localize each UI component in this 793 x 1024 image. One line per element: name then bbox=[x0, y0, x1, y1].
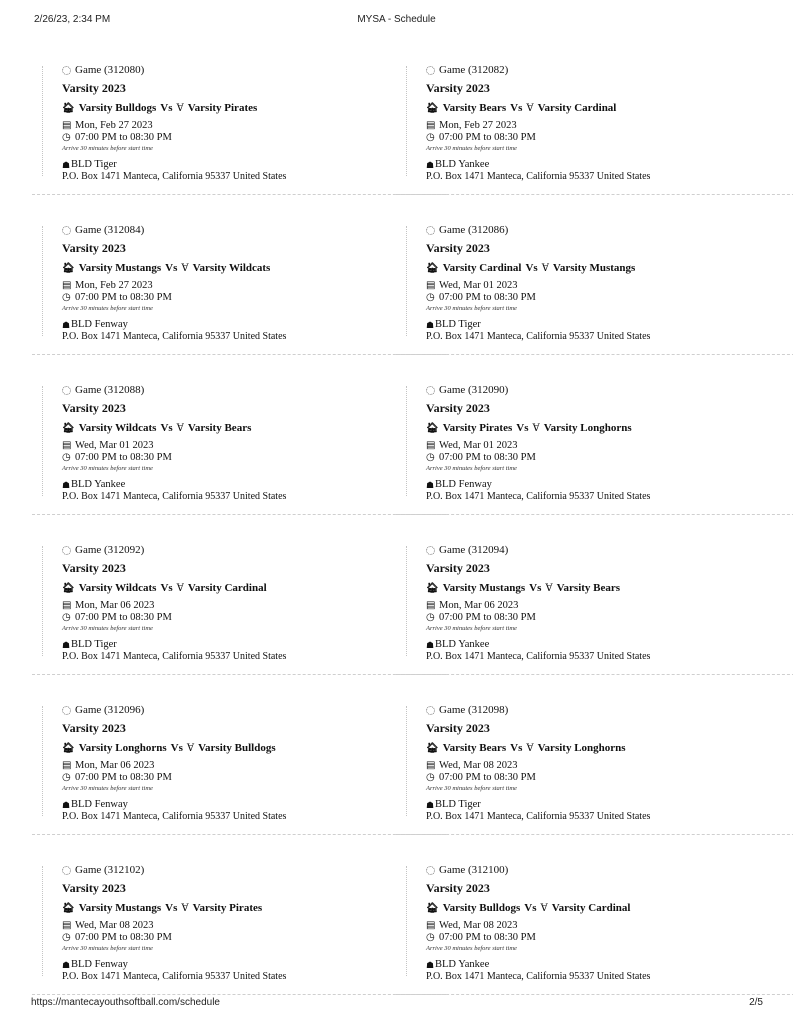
margin-dots bbox=[406, 66, 409, 176]
field-address: P.O. Box 1471 Manteca, California 95337 United States bbox=[426, 811, 651, 822]
away-team[interactable]: Varsity Longhorns bbox=[543, 422, 632, 434]
game-card bbox=[50, 538, 406, 698]
field-address: P.O. Box 1471 Manteca, California 95337 United States bbox=[62, 491, 287, 502]
map-pin-icon: ☗ bbox=[426, 639, 435, 650]
calendar-icon: ▤ bbox=[426, 760, 436, 771]
arrival-note: Arrive 30 minutes before start time bbox=[62, 145, 153, 153]
clock-icon: ◷ bbox=[62, 772, 71, 783]
matchup bbox=[62, 739, 406, 758]
game-date: Mon, Feb 27 2023 bbox=[439, 119, 517, 131]
away-team[interactable]: Varsity Cardinal bbox=[537, 102, 617, 114]
field-name[interactable]: BLD Tiger bbox=[435, 318, 481, 330]
season-name: Varsity 2023 bbox=[62, 561, 126, 575]
dotted-circle-icon bbox=[62, 386, 71, 395]
calendar-icon: ▤ bbox=[426, 120, 436, 131]
calendar-icon: ▤ bbox=[62, 760, 72, 771]
away-icon: Ɐ bbox=[176, 422, 184, 434]
field-name[interactable]: BLD Fenway bbox=[435, 478, 492, 490]
away-team[interactable]: Varsity Pirates bbox=[187, 102, 258, 114]
field-address: P.O. Box 1471 Manteca, California 95337 United States bbox=[62, 171, 287, 182]
time-line bbox=[62, 932, 406, 944]
home-icon: 🏠︎ bbox=[426, 582, 439, 594]
season-name: Varsity 2023 bbox=[62, 881, 126, 895]
field-address: P.O. Box 1471 Manteca, California 95337 United States bbox=[62, 811, 287, 822]
away-icon: Ɐ bbox=[186, 742, 195, 754]
location-line bbox=[62, 799, 406, 811]
time-line bbox=[426, 452, 770, 464]
card-divider bbox=[32, 674, 446, 675]
matchup bbox=[426, 899, 770, 918]
season-name: Varsity 2023 bbox=[426, 721, 490, 735]
away-team[interactable]: Varsity Pirates bbox=[192, 902, 263, 914]
time-line bbox=[62, 132, 406, 144]
game-date: Mon, Feb 27 2023 bbox=[75, 279, 153, 291]
map-pin-icon: ☗ bbox=[426, 959, 435, 970]
date-line bbox=[62, 440, 406, 452]
game-time: 07:00 PM to 08:30 PM bbox=[75, 131, 172, 143]
home-icon: 🏠︎ bbox=[62, 742, 75, 754]
game-time: 07:00 PM to 08:30 PM bbox=[75, 451, 172, 463]
away-team[interactable]: Varsity Longhorns bbox=[537, 742, 626, 754]
map-pin-icon: ☗ bbox=[62, 799, 71, 810]
clock-icon: ◷ bbox=[62, 932, 71, 943]
season-name: Varsity 2023 bbox=[62, 401, 126, 415]
time-line bbox=[62, 292, 406, 304]
game-date: Wed, Mar 01 2023 bbox=[439, 279, 518, 291]
field-address: P.O. Box 1471 Manteca, California 95337 United States bbox=[426, 651, 651, 662]
home-icon: 🏠︎ bbox=[426, 422, 439, 434]
game-id-line[interactable] bbox=[62, 542, 406, 558]
card-divider bbox=[32, 994, 446, 995]
clock-icon: ◷ bbox=[62, 452, 71, 463]
location-line bbox=[426, 479, 770, 491]
dotted-circle-icon bbox=[426, 66, 435, 75]
home-team[interactable]: Varsity Pirates bbox=[442, 422, 513, 434]
matchup bbox=[62, 259, 406, 278]
home-icon: 🏠︎ bbox=[426, 742, 439, 754]
game-time: 07:00 PM to 08:30 PM bbox=[439, 931, 536, 943]
season-name: Varsity 2023 bbox=[62, 241, 126, 255]
versus-label: Vs bbox=[165, 902, 178, 914]
away-team[interactable]: Varsity Wildcats bbox=[192, 262, 271, 274]
margin-dots bbox=[42, 706, 45, 816]
field-name[interactable]: BLD Yankee bbox=[435, 638, 490, 650]
versus-label: Vs bbox=[160, 582, 173, 594]
home-team[interactable]: Varsity Wildcats bbox=[78, 582, 157, 594]
time-line bbox=[426, 612, 770, 624]
date-line bbox=[62, 760, 406, 772]
game-id: Game (312088) bbox=[75, 383, 145, 396]
field-address: P.O. Box 1471 Manteca, California 95337 United States bbox=[426, 171, 651, 182]
time-line bbox=[62, 772, 406, 784]
game-id-line[interactable] bbox=[426, 542, 770, 558]
versus-label: Vs bbox=[510, 742, 523, 754]
away-icon: Ɐ bbox=[540, 902, 548, 914]
dotted-circle-icon bbox=[426, 546, 435, 555]
date-line bbox=[62, 600, 406, 612]
field-name[interactable]: BLD Tiger bbox=[71, 158, 117, 170]
clock-icon: ◷ bbox=[426, 932, 435, 943]
arrival-note: Arrive 30 minutes before start time bbox=[426, 945, 517, 953]
away-icon: Ɐ bbox=[181, 902, 189, 914]
map-pin-icon: ☗ bbox=[426, 319, 435, 330]
margin-dots bbox=[406, 226, 409, 336]
versus-label: Vs bbox=[165, 262, 178, 274]
game-date: Wed, Mar 08 2023 bbox=[75, 919, 154, 931]
home-icon: 🏠︎ bbox=[426, 902, 439, 914]
time-line bbox=[426, 292, 770, 304]
game-id: Game (312096) bbox=[75, 703, 145, 716]
away-team[interactable]: Varsity Cardinal bbox=[551, 902, 631, 914]
time-line bbox=[426, 932, 770, 944]
away-team[interactable]: Varsity Mustangs bbox=[552, 262, 636, 274]
margin-dots bbox=[42, 546, 45, 656]
map-pin-icon: ☗ bbox=[62, 959, 71, 970]
matchup bbox=[426, 739, 770, 758]
matchup bbox=[62, 99, 406, 118]
game-card bbox=[414, 538, 770, 698]
field-name[interactable]: BLD Tiger bbox=[435, 798, 481, 810]
matchup bbox=[426, 259, 770, 278]
game-id: Game (312086) bbox=[439, 223, 509, 236]
away-icon: Ɐ bbox=[526, 102, 534, 114]
margin-dots bbox=[406, 706, 409, 816]
calendar-icon: ▤ bbox=[62, 600, 72, 611]
game-date: Mon, Mar 06 2023 bbox=[439, 599, 519, 611]
calendar-icon: ▤ bbox=[426, 600, 436, 611]
game-id-line[interactable] bbox=[426, 862, 770, 878]
game-id: Game (312084) bbox=[75, 223, 145, 236]
game-id: Game (312090) bbox=[439, 383, 509, 396]
away-icon: Ɐ bbox=[176, 102, 184, 114]
home-icon: 🏠︎ bbox=[62, 262, 75, 274]
calendar-icon: ▤ bbox=[426, 280, 436, 291]
versus-label: Vs bbox=[525, 262, 538, 274]
arrival-note: Arrive 30 minutes before start time bbox=[426, 305, 517, 313]
home-team[interactable]: Varsity Bears bbox=[442, 742, 507, 754]
margin-dots bbox=[406, 546, 409, 656]
game-id-line[interactable] bbox=[426, 702, 770, 718]
arrival-note: Arrive 30 minutes before start time bbox=[62, 465, 153, 473]
home-icon: 🏠︎ bbox=[426, 102, 439, 114]
game-id-line[interactable] bbox=[426, 382, 770, 398]
page-number: 2/5 bbox=[749, 997, 763, 1008]
location-line bbox=[62, 959, 406, 971]
field-name[interactable]: BLD Yankee bbox=[435, 158, 490, 170]
home-team[interactable]: Varsity Mustangs bbox=[78, 902, 162, 914]
game-card bbox=[414, 378, 770, 538]
map-pin-icon: ☗ bbox=[426, 799, 435, 810]
field-name[interactable]: BLD Yankee bbox=[71, 478, 126, 490]
time-line bbox=[62, 452, 406, 464]
game-date: Mon, Mar 06 2023 bbox=[75, 759, 155, 771]
location-line bbox=[426, 159, 770, 171]
clock-icon: ◷ bbox=[62, 132, 71, 143]
clock-icon: ◷ bbox=[426, 772, 435, 783]
field-name[interactable]: BLD Fenway bbox=[71, 798, 128, 810]
date-line bbox=[426, 920, 770, 932]
calendar-icon: ▤ bbox=[426, 920, 436, 931]
arrival-note: Arrive 30 minutes before start time bbox=[426, 145, 517, 153]
game-id-line[interactable] bbox=[426, 62, 770, 78]
home-team[interactable]: Varsity Longhorns bbox=[78, 742, 167, 754]
home-team[interactable]: Varsity Bears bbox=[442, 102, 507, 114]
home-icon: 🏠︎ bbox=[62, 102, 75, 114]
away-icon: Ɐ bbox=[545, 582, 553, 594]
home-team[interactable]: Varsity Cardinal bbox=[442, 262, 522, 274]
date-line bbox=[426, 600, 770, 612]
calendar-icon: ▤ bbox=[426, 440, 436, 451]
game-card bbox=[50, 378, 406, 538]
map-pin-icon: ☗ bbox=[426, 159, 435, 170]
location-line bbox=[426, 319, 770, 331]
arrival-note: Arrive 30 minutes before start time bbox=[62, 625, 153, 633]
away-icon: Ɐ bbox=[181, 262, 189, 274]
card-divider bbox=[396, 354, 793, 355]
location-line bbox=[426, 639, 770, 651]
arrival-note: Arrive 30 minutes before start time bbox=[426, 465, 517, 473]
away-icon: Ɐ bbox=[541, 262, 549, 274]
time-line bbox=[426, 132, 770, 144]
game-card bbox=[50, 698, 406, 858]
game-card bbox=[414, 698, 770, 858]
card-divider bbox=[396, 674, 793, 675]
home-team[interactable]: Varsity Wildcats bbox=[78, 422, 157, 434]
season-name: Varsity 2023 bbox=[426, 241, 490, 255]
date-line bbox=[426, 280, 770, 292]
dotted-circle-icon bbox=[62, 66, 71, 75]
versus-label: Vs bbox=[160, 422, 173, 434]
matchup bbox=[426, 99, 770, 118]
location-line bbox=[62, 159, 406, 171]
home-team[interactable]: Varsity Mustangs bbox=[78, 262, 162, 274]
season-name: Varsity 2023 bbox=[426, 881, 490, 895]
date-line bbox=[426, 120, 770, 132]
away-team[interactable]: Varsity Cardinal bbox=[187, 582, 267, 594]
home-icon: 🏠︎ bbox=[426, 262, 439, 274]
field-name[interactable]: BLD Fenway bbox=[71, 958, 128, 970]
margin-dots bbox=[42, 226, 45, 336]
dotted-circle-icon bbox=[426, 706, 435, 715]
document-title: MYSA - Schedule bbox=[357, 14, 436, 25]
card-divider bbox=[32, 514, 446, 515]
game-time: 07:00 PM to 08:30 PM bbox=[439, 291, 536, 303]
calendar-icon: ▤ bbox=[62, 440, 72, 451]
field-address: P.O. Box 1471 Manteca, California 95337 United States bbox=[426, 491, 651, 502]
clock-icon: ◷ bbox=[426, 292, 435, 303]
game-id: Game (312092) bbox=[75, 543, 145, 556]
clock-icon: ◷ bbox=[426, 132, 435, 143]
game-card bbox=[414, 218, 770, 378]
time-line bbox=[62, 612, 406, 624]
date-line bbox=[62, 920, 406, 932]
game-time: 07:00 PM to 08:30 PM bbox=[439, 451, 536, 463]
date-line bbox=[426, 440, 770, 452]
matchup bbox=[62, 899, 406, 918]
dotted-circle-icon bbox=[62, 866, 71, 875]
calendar-icon: ▤ bbox=[62, 280, 72, 291]
matchup bbox=[62, 579, 406, 598]
card-divider bbox=[396, 514, 793, 515]
home-icon: 🏠︎ bbox=[62, 582, 75, 594]
game-time: 07:00 PM to 08:30 PM bbox=[439, 771, 536, 783]
game-date: Wed, Mar 08 2023 bbox=[439, 919, 518, 931]
game-time: 07:00 PM to 08:30 PM bbox=[439, 611, 536, 623]
field-address: P.O. Box 1471 Manteca, California 95337 United States bbox=[62, 651, 287, 662]
location-line bbox=[62, 639, 406, 651]
map-pin-icon: ☗ bbox=[62, 639, 71, 650]
game-id: Game (312094) bbox=[439, 543, 509, 556]
versus-label: Vs bbox=[529, 582, 542, 594]
margin-dots bbox=[42, 866, 45, 976]
season-name: Varsity 2023 bbox=[62, 721, 126, 735]
home-team[interactable]: Varsity Bulldogs bbox=[442, 902, 521, 914]
field-name[interactable]: BLD Fenway bbox=[71, 318, 128, 330]
dotted-circle-icon bbox=[426, 866, 435, 875]
arrival-note: Arrive 30 minutes before start time bbox=[62, 305, 153, 313]
calendar-icon: ▤ bbox=[62, 920, 72, 931]
matchup bbox=[426, 579, 770, 598]
game-time: 07:00 PM to 08:30 PM bbox=[75, 931, 172, 943]
field-name[interactable]: BLD Yankee bbox=[435, 958, 490, 970]
away-team[interactable]: Varsity Bears bbox=[187, 422, 252, 434]
map-pin-icon: ☗ bbox=[62, 159, 71, 170]
arrival-note: Arrive 30 minutes before start time bbox=[62, 785, 153, 793]
versus-label: Vs bbox=[524, 902, 537, 914]
home-team[interactable]: Varsity Mustangs bbox=[442, 582, 526, 594]
time-line bbox=[426, 772, 770, 784]
away-team[interactable]: Varsity Bears bbox=[556, 582, 621, 594]
game-time: 07:00 PM to 08:30 PM bbox=[75, 611, 172, 623]
clock-icon: ◷ bbox=[426, 452, 435, 463]
game-id: Game (312100) bbox=[439, 863, 509, 876]
dotted-circle-icon bbox=[62, 226, 71, 235]
margin-dots bbox=[406, 866, 409, 976]
away-team[interactable]: Varsity Bulldogs bbox=[198, 742, 276, 754]
game-card bbox=[50, 858, 406, 1018]
game-card bbox=[414, 58, 770, 218]
field-name[interactable]: BLD Tiger bbox=[71, 638, 117, 650]
card-divider bbox=[32, 834, 446, 835]
matchup bbox=[62, 419, 406, 438]
game-time: 07:00 PM to 08:30 PM bbox=[75, 771, 172, 783]
card-divider bbox=[32, 354, 446, 355]
dotted-circle-icon bbox=[426, 226, 435, 235]
date-line bbox=[426, 760, 770, 772]
versus-label: Vs bbox=[170, 742, 183, 754]
location-line bbox=[62, 319, 406, 331]
game-id: Game (312102) bbox=[75, 863, 145, 876]
clock-icon: ◷ bbox=[62, 612, 71, 623]
field-address: P.O. Box 1471 Manteca, California 95337 United States bbox=[426, 331, 651, 342]
game-id: Game (312082) bbox=[439, 63, 509, 76]
season-name: Varsity 2023 bbox=[426, 401, 490, 415]
season-name: Varsity 2023 bbox=[62, 81, 126, 95]
field-address: P.O. Box 1471 Manteca, California 95337 United States bbox=[62, 971, 287, 982]
dotted-circle-icon bbox=[426, 386, 435, 395]
away-icon: Ɐ bbox=[176, 582, 184, 594]
game-date: Wed, Mar 08 2023 bbox=[439, 759, 518, 771]
game-id-line[interactable] bbox=[62, 222, 406, 238]
home-icon: 🏠︎ bbox=[62, 422, 75, 434]
card-divider bbox=[396, 194, 793, 195]
game-date: Wed, Mar 01 2023 bbox=[439, 439, 518, 451]
location-line bbox=[426, 959, 770, 971]
calendar-icon: ▤ bbox=[62, 120, 72, 131]
game-date: Mon, Mar 06 2023 bbox=[75, 599, 155, 611]
date-line bbox=[62, 280, 406, 292]
dotted-circle-icon bbox=[62, 546, 71, 555]
game-id-line[interactable] bbox=[426, 222, 770, 238]
arrival-note: Arrive 30 minutes before start time bbox=[426, 625, 517, 633]
versus-label: Vs bbox=[516, 422, 529, 434]
field-address: P.O. Box 1471 Manteca, California 95337 United States bbox=[62, 331, 287, 342]
margin-dots bbox=[42, 66, 45, 176]
margin-dots bbox=[42, 386, 45, 496]
home-team[interactable]: Varsity Bulldogs bbox=[78, 102, 157, 114]
map-pin-icon: ☗ bbox=[62, 319, 71, 330]
game-id-line[interactable] bbox=[62, 702, 406, 718]
card-divider bbox=[32, 194, 446, 195]
field-address: P.O. Box 1471 Manteca, California 95337 United States bbox=[426, 971, 651, 982]
versus-label: Vs bbox=[510, 102, 523, 114]
game-id: Game (312098) bbox=[439, 703, 509, 716]
clock-icon: ◷ bbox=[62, 292, 71, 303]
season-name: Varsity 2023 bbox=[426, 81, 490, 95]
matchup bbox=[426, 419, 770, 438]
game-time: 07:00 PM to 08:30 PM bbox=[439, 131, 536, 143]
versus-label: Vs bbox=[160, 102, 173, 114]
game-card bbox=[50, 58, 406, 218]
dotted-circle-icon bbox=[62, 706, 71, 715]
game-id-line[interactable] bbox=[62, 382, 406, 398]
game-card bbox=[414, 858, 770, 1018]
location-line bbox=[62, 479, 406, 491]
print-datetime: 2/26/23, 2:34 PM bbox=[34, 14, 111, 25]
margin-dots bbox=[406, 386, 409, 496]
map-pin-icon: ☗ bbox=[426, 479, 435, 490]
game-time: 07:00 PM to 08:30 PM bbox=[75, 291, 172, 303]
card-divider bbox=[396, 834, 793, 835]
game-date: Wed, Mar 01 2023 bbox=[75, 439, 154, 451]
season-name: Varsity 2023 bbox=[426, 561, 490, 575]
game-id: Game (312080) bbox=[75, 63, 145, 76]
arrival-note: Arrive 30 minutes before start time bbox=[62, 945, 153, 953]
game-id-line[interactable] bbox=[62, 862, 406, 878]
away-icon: Ɐ bbox=[526, 742, 534, 754]
clock-icon: ◷ bbox=[426, 612, 435, 623]
game-date: Mon, Feb 27 2023 bbox=[75, 119, 153, 131]
date-line bbox=[62, 120, 406, 132]
game-card bbox=[50, 218, 406, 378]
arrival-note: Arrive 30 minutes before start time bbox=[426, 785, 517, 793]
page-url: https://mantecayouthsoftball.com/schedule bbox=[31, 997, 220, 1008]
home-icon: 🏠︎ bbox=[62, 902, 75, 914]
schedule-grid bbox=[50, 58, 770, 1018]
card-divider bbox=[396, 994, 793, 995]
map-pin-icon: ☗ bbox=[62, 479, 71, 490]
game-id-line[interactable] bbox=[62, 62, 406, 78]
away-icon: Ɐ bbox=[532, 422, 540, 434]
location-line bbox=[426, 799, 770, 811]
